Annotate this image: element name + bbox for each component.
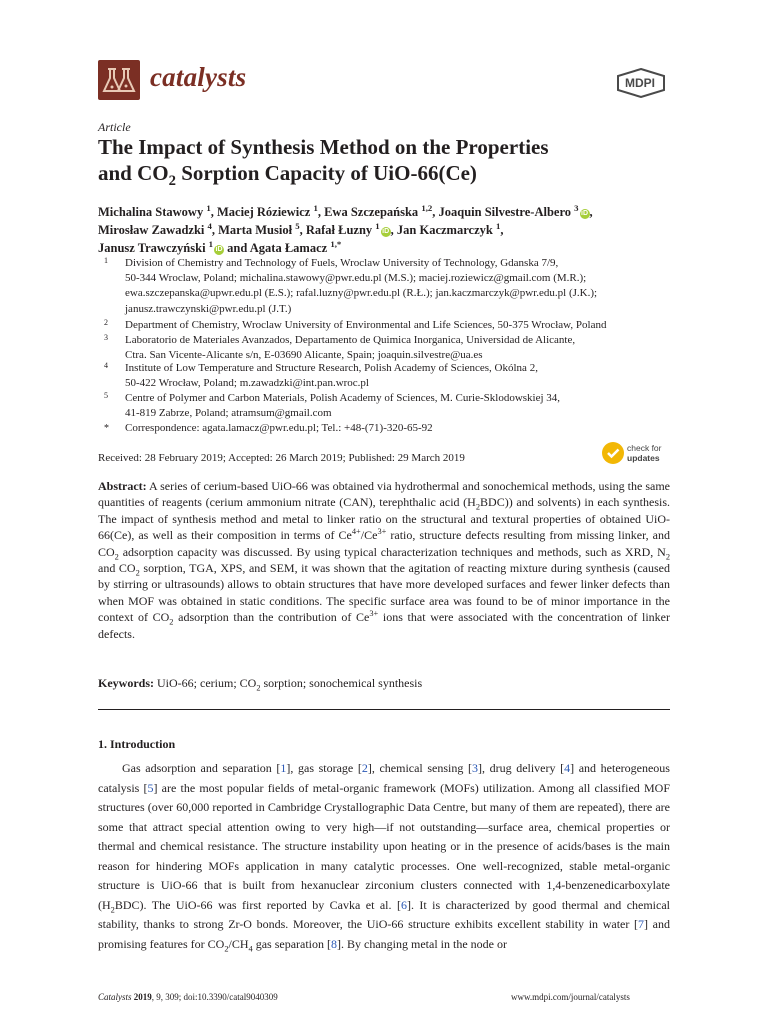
journal-logo [98, 60, 140, 100]
citation-link[interactable]: 8 [331, 936, 338, 951]
publisher-name: MDPI [625, 76, 655, 90]
author[interactable]: Ewa Szczepańska $^{1,2}$ [324, 202, 433, 219]
author[interactable]: Joaquin Silvestre-Albero $^3$iD [438, 202, 589, 219]
abstract: Abstract: A series of cerium-based UiO-66 was obtained via hydrothermal and sonochemical methods, using the same quantities of reagents (cerium ammonium nitrate (CAN), terephthalic acid $(H_2BDC)$) and solvents) in each synthesis. The impact of synthesis method and metal to linker ratio on the structural and textural properties of obtained UiO-66(Ce), as well as their composition in terms of $Ce^{4+}/Ce^{3+}$ ratio, structure defects resulting from missing linker, and $CO_2$ adsorption capacity was discussed. By using typical characterization techniques and methods, such as XRD, $N_2$ and $CO_2$ sorption, TGA, XPS, and SEM, it was shown that the agitation of reacting mixture during synthesis (caused by stirring or ultrasounds) allows to obtain structures that have more developed surfaces and fewer linker defects than when MOF was obtained in static conditions. The specific surface area was found to be of minor importance in the context of $CO_2$ adsorption than the contribution of $Ce^{3+}$ ions that were associated with the concentration of linker defects. [98, 479, 671, 641]
author[interactable]: Janusz Trawczyński $^1$iD [98, 238, 223, 255]
introduction-paragraph: Gas adsorption and separation [1], gas storage [2], chemical sensing [3], drug delivery [4] and heterogeneous catalysis [5] are the most popular fields of metal-organic framework (MOFs) utilization. Among all classified MOF structures (over 60,000 reported in Cambridge Crystallographic Data Centre, but many of them are repeated), there are some that attract special attention owing to very high—if not outstanding—surface area, chemical properties or thermal and chemical resistance. The structure instability upon heating or in the presence of acids/bases is the main reason for hindering MOFs application in many catalytic processes. One well-recognized, stable metal-organic structure is UiO-66 that is built from hexanuclear zirconium clusters connected with 1,4-benzenedicarboxylate $(H_2BDC)$. The UiO-66 was first reported by Cavka et al. [6]. It is characterized by good thermal and chemical stability, thanks to strong Zr-O bonds. Moreover, the UiO-66 structure exhibits excellent stability in water [7] and promising features for $CO_2/CH_4$ gas separation [8]. By changing metal in the node or [98, 761, 671, 953]
publication-dates: Received: 28 February 2019; Accepted: 26 March 2019; Published: 29 March 2019 [98, 452, 465, 464]
section-heading: 1. Introduction [98, 737, 176, 751]
title-line-2: and $CO_2$ Sorption Capacity of UiO-66(Ce) [98, 161, 477, 190]
citation-link[interactable]: 2 [361, 761, 368, 775]
citation-link[interactable]: 7 [638, 917, 645, 931]
footer-citation: Catalysts 2019, 9, 309; doi:10.3390/catal9040309 [98, 992, 278, 1002]
orcid-icon[interactable]: iD [581, 210, 589, 217]
citation-link[interactable]: 4 [564, 761, 571, 775]
author[interactable]: Mirosław Zawadzki $^4$ [98, 220, 212, 237]
keywords: Keywords: UiO-66; cerium; $CO_2$ sorption; sonochemical synthesis [98, 676, 423, 693]
flask-icon [98, 60, 140, 100]
check-for-updates-badge[interactable]: check for updates [601, 441, 681, 467]
author[interactable]: Rafał Łuzny $^1$iD [305, 220, 390, 237]
title-line-1: The Impact of Synthesis Method on the Properties [98, 135, 549, 159]
author[interactable]: Marta Musioł $^5$ [218, 220, 300, 237]
citation-link[interactable]: 6 [400, 897, 407, 912]
author-list: Michalina Stawowy $^1$, Maciej Róziewicz $^1$, Ewa Szczepańska $^{1,2}$, Joaquin Silvestre-Albero $^3$iD , Mirosław Zawadzki $^4$, Marta Musioł $^5$, Rafał Łuzny $^1$iD , Jan Kaczmarczyk $^1$, Janusz Trawczyński $^1$iD and Agata Łamacz $^{1,*}$ [98, 202, 593, 255]
author[interactable]: Maciej Róziewicz $^1$ [216, 202, 318, 219]
article-title [98, 134, 678, 190]
orcid-icon[interactable]: iD [215, 246, 223, 253]
citation-link[interactable]: 5 [147, 780, 154, 795]
orcid-icon[interactable]: iD [382, 228, 390, 235]
publisher-logo [616, 68, 666, 98]
footer-url[interactable]: www.mdpi.com/journal/catalysts [511, 992, 630, 1002]
author[interactable]: Agata Łamacz $^{1,*}$ [249, 238, 342, 255]
citation-link[interactable]: 1 [280, 761, 287, 775]
author[interactable]: Michalina Stawowy $^1$ [98, 202, 211, 219]
article-type: Article [98, 120, 131, 134]
check-updates-icon [601, 441, 625, 465]
citation-link[interactable]: 3 [471, 761, 478, 775]
journal-name: catalysts [150, 62, 247, 92]
author[interactable]: Jan Kaczmarczyk $^1$ [396, 220, 501, 237]
section-divider [98, 709, 670, 710]
